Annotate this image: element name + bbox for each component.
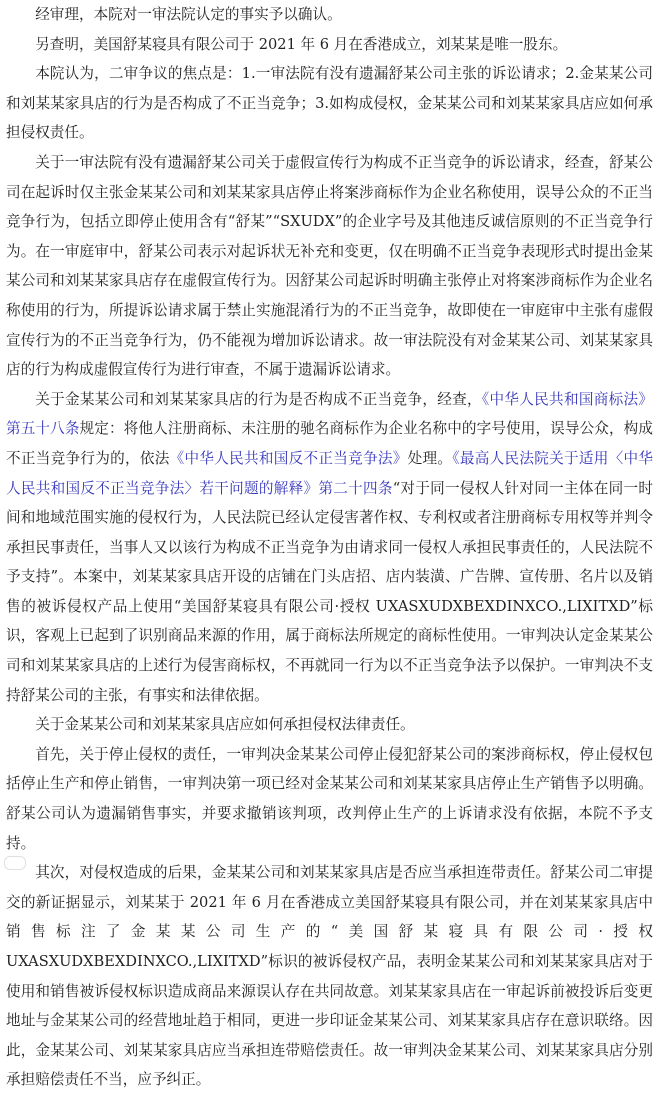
text-segment: “对于同一侵权人针对同一主体在同一时间和地域范围实施的侵权行为，人民法院已经认定侵害著作权、专利权或者注册商标专用权等并判令承担民事责任，当事人又以该行为构成不正当竞争为由请求同一侵权人承担民事责任的，人民法院不予支持”。本案中，刘某某家具店开设的店铺在门头店招、店内装潢、广告牌、宣传册、名片以及销售的被诉侵权产品上使用“美国舒某寝具有限公司·授权 UXASXUDXBEXDINXCO.,LIXITXD”标识，客观上已起到了识别商品来源的作用，属于商标法所规定的商标性使用。一审判决认定金某某公司和刘某某家具店的上述行为侵害商标权，不再就同一行为以不正当竞争法予以保护。一审判决不支持舒某公司的主张，有事实和法律依据。 bbox=[6, 479, 653, 704]
law-link-judicial-interpretation[interactable]: 《最高人民法院关于适用〈中华人民共和国反不正当竞争法〉若干问题的解释》第二十四条 bbox=[6, 449, 653, 497]
paragraph-fact-confirmation: 经审理，本院对一审法院认定的事实予以确认。 bbox=[35, 6, 342, 23]
paragraph-omitted-claim: 关于一审法院有没有遗漏舒某公司关于虚假宣传行为构成不正当竞争的诉讼请求，经查，舒某公司在起诉时仅主张金某某公司和刘某某家具店停止将案涉商标作为企业名称使用，误导公众的不正当竞争行为，包括立即停止使用含有“舒某”“SXUDX”的企业字号及其他违反诚信原则的不正当竞争行为。在一审庭审中，舒某公司表示对起诉状无补充和变更，仅在明确不正当竞争表现形式时提出金某某公司和刘某某家具店存在虚假宣传行为。因舒某公司起诉时明确主张停止对将案涉商标作为企业名称使用的行为，所提诉讼请求属于禁止实施混淆行为的不正当竞争，故即使在一审庭审中主张有虚假宣传行为的不正当竞争行为，仍不能视为增加诉讼请求。故一审法院没有对金某某公司、刘某某家具店的行为构成虚假宣传行为进行审查，不属于遗漏诉讼请求。 bbox=[6, 153, 653, 379]
paragraph-additional-finding: 另查明，美国舒某寝具有限公司于 2021 年 6 月在香港成立，刘某某是唯一股东。 bbox=[35, 35, 568, 53]
text-segment: 关于金某某公司和刘某某家具店的行为是否构成不正当竞争，经查， bbox=[35, 390, 482, 408]
law-link-trademark-law[interactable]: 《中华人民共和国商标法》第五十八条 bbox=[6, 390, 653, 438]
paragraph-stop-infringement: 首先，关于停止侵权的责任，一审判决金某某公司停止侵犯舒某公司的案涉商标权，停止侵权包括停止生产和停止销售，一审判决第一项已经对金某某公司和刘某某家具店停止生产销售予以明确。舒某公司认为遗漏销售事实，并要求撤销该判项，改判停止生产的上诉请求没有依据，本院不予支持。 bbox=[6, 745, 653, 852]
paragraph-liability-heading: 关于金某某公司和刘某某家具店应如何承担侵权法律责任。 bbox=[35, 716, 415, 734]
paragraph-joint-liability: 其次，对侵权造成的后果，金某某公司和刘某某家具店是否应当承担连带责任。舒某公司二审提交的新证据显示，刘某某于 2021 年 6 月在香港成立美国舒某寝具有限公司，并在刘某某家具店中销售标注了金某某公司生产的“美国舒某寝具有限公司·授权 UXASXUDXBEXDINXCO.,LIXITXD”标识的被诉侵权产品，表明金某某公司和刘某某家具店对于使用和销售被诉侵权标识造成商品来源误认存在共同故意。刘某某家具店在一审起诉前被投诉后变更地址与金某某公司的经营地址趋于相同，更进一步印证金某某公司、刘某某家具店存在意识联络。因此，金某某公司、刘某某家具店应当承担连带赔偿责任。故一审判决金某某公司、刘某某家具店分别承担赔偿责任不当，应予纠正。 bbox=[6, 864, 653, 1089]
judgment-document bbox=[6, 0, 653, 1095]
law-link-anti-unfair-competition-law[interactable]: 《中华人民共和国反不正当竞争法》 bbox=[169, 449, 408, 467]
paragraph-dispute-focus: 本院认为，二审争议的焦点是：1.一审法院有没有遗漏舒某公司主张的诉讼请求；2.金某某公司和刘某某家具店的行为是否构成了不正当竞争；3.如构成侵权，金某某公司和刘某某家具店应如何承担侵权责任。 bbox=[6, 65, 653, 142]
text-segment: 处理。 bbox=[407, 449, 453, 467]
watermark-icon bbox=[4, 856, 26, 870]
text-segment: 规定：将他人注册商标、未注册的驰名商标作为企业名称中的字号使用，误导公众，构成不正当竞争行为的，依法 bbox=[6, 420, 653, 467]
paragraph-unfair-competition bbox=[6, 385, 653, 711]
